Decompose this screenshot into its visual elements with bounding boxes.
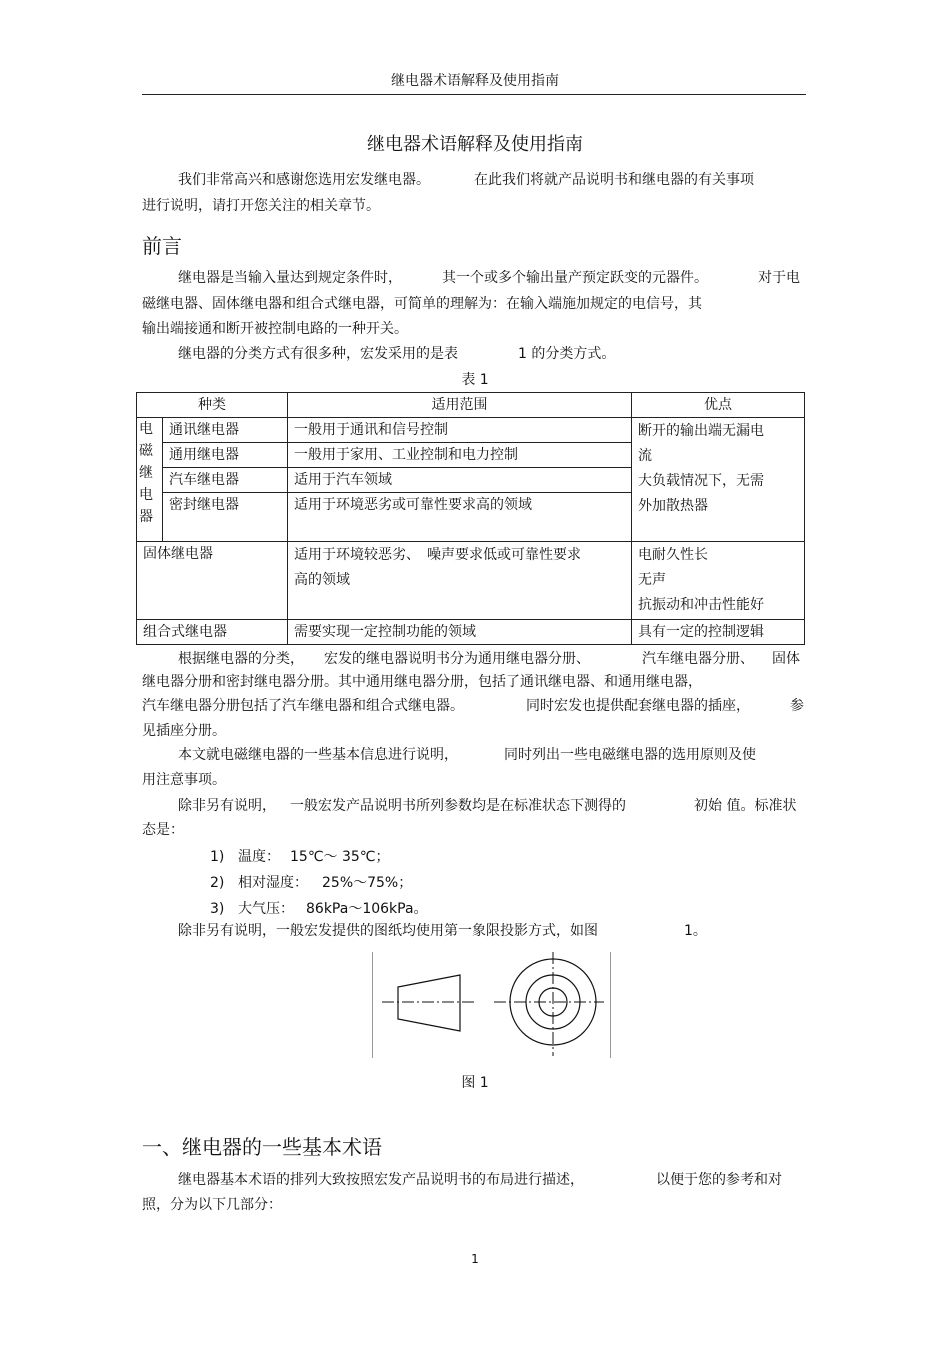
condition-num: 1): [210, 849, 225, 865]
body-p3-line4: 见插座分册。: [142, 723, 226, 739]
preface-p1-line2: 磁继电器、固体继电器和组合式继电器，可简单的理解为：在输入端施加规定的电信号，其: [142, 296, 702, 312]
body-p3-line2: 继电器分册和密封继电器分册。其中通用继电器分册，包括了通讯继电器、和通用继电器，: [142, 674, 702, 690]
body-p3-line1c: 汽车继电器分册、: [642, 651, 754, 667]
relay-scope-cell: 需要实现一定控制功能的领域: [288, 620, 632, 645]
section1-line1b: 以便于您的参考和对: [656, 1172, 782, 1188]
condition-label: 大气压：: [238, 901, 294, 917]
condition-label: 相对湿度：: [238, 875, 308, 891]
preface-heading: 前言: [142, 234, 182, 258]
body-p4-line1a: 本文就电磁继电器的一些基本信息进行说明，: [178, 747, 458, 763]
em-group-char: 继: [139, 465, 153, 481]
body-p6a: 除非另有说明，一般宏发提供的图纸均使用第一象限投影方式，如图: [178, 923, 598, 939]
condition-num: 3): [210, 901, 225, 917]
figure-caption: 图 1: [461, 1075, 489, 1091]
body-p3-line1a: 根据继电器的分类，: [178, 651, 304, 667]
table-row: [137, 418, 805, 443]
advantage-line: 流: [638, 448, 652, 464]
em-group-char: 电: [139, 421, 153, 437]
condition-value: 15℃～ 35℃；: [290, 849, 390, 865]
body-p5-line1b: 一般宏发产品说明书所列参数均是在标准状态下测得的: [290, 798, 626, 814]
page-number: 1: [471, 1252, 479, 1266]
body-p5-line1a: 除非另有说明，: [178, 798, 276, 814]
advantage-line: 抗振动和冲击性能好: [638, 597, 764, 613]
section1-line1a: 继电器基本术语的排列大致按照宏发产品说明书的布局进行描述，: [178, 1172, 584, 1188]
condition-value: 86kPa～106kPa。: [306, 901, 428, 917]
header-type: 种类: [137, 393, 288, 418]
advantage-line: 断开的输出端无漏电: [638, 423, 764, 439]
advantage-line: 大负载情况下，无需: [638, 473, 764, 489]
intro-line-2: 进行说明，请打开您关注的相关章节。: [142, 198, 380, 214]
condition-value: 25%～75%；: [322, 875, 413, 891]
condition-label: 温度：: [238, 849, 280, 865]
classification-table: [136, 392, 805, 645]
section1-line2: 照，分为以下几部分：: [142, 1197, 282, 1213]
header-rule: [142, 94, 806, 95]
advantage-line: 外加散热器: [638, 498, 708, 514]
body-p3-line3a: 汽车继电器分册包括了汽车继电器和组合式继电器。: [142, 698, 464, 714]
body-p4-line2: 用注意事项。: [142, 772, 226, 788]
preface-p1-line1a: 继电器是当输入量达到规定条件时，: [178, 270, 402, 286]
em-group-char: 磁: [139, 443, 153, 459]
em-advantage-cell: [632, 418, 805, 542]
preface-p1-line1c: 对于电: [758, 270, 800, 286]
relay-type-cell: 固体继电器: [137, 542, 288, 620]
advantage-line: 无声: [638, 572, 666, 588]
header-advantage: 优点: [632, 393, 805, 418]
relay-advantage-cell: 具有一定的控制逻辑: [632, 620, 805, 645]
preface-p1-line3: 输出端接通和断开被控制电路的一种开关。: [142, 321, 408, 337]
relay-type-cell: 密封继电器: [163, 493, 288, 542]
scope-line: 高的领域: [294, 572, 350, 588]
relay-type-cell: 汽车继电器: [163, 468, 288, 493]
advantage-line: 电耐久性长: [638, 547, 708, 563]
projection-figure: [372, 952, 612, 1060]
intro-line-1b: 在此我们将就产品说明书和继电器的有关事项: [474, 172, 754, 188]
table-row: [137, 542, 805, 620]
relay-type-cell: 通讯继电器: [163, 418, 288, 443]
relay-scope-cell: 适用于汽车领域: [288, 468, 632, 493]
relay-scope-cell: 适用于环境恶劣或可靠性要求高的领域: [288, 493, 632, 542]
body-p5-line1c: 初始 值。标准状: [694, 798, 797, 814]
body-p3-line3c: 参: [790, 698, 804, 714]
preface-p2a: 继电器的分类方式有很多种，宏发采用的是表: [178, 346, 458, 362]
body-p6b: 1。: [684, 923, 707, 939]
body-p3-line1d: 固体: [772, 651, 800, 667]
front-view-circles: [494, 952, 604, 1056]
preface-p1-line1b: 其一个或多个输出量产预定跃变的元器件。: [442, 270, 708, 286]
running-header: 继电器术语解释及使用指南: [391, 73, 559, 89]
header-scope: 适用范围: [288, 393, 632, 418]
section1-heading: 一、继电器的一些基本术语: [142, 1135, 382, 1159]
table-caption: 表 1: [461, 372, 489, 388]
relay-scope-cell: 一般用于家用、工业控制和电力控制: [288, 443, 632, 468]
preface-p2b: 1 的分类方式。: [518, 346, 616, 362]
body-p5-line2: 态是：: [142, 822, 184, 838]
em-group-cell: [137, 418, 163, 542]
body-p3-line3b: 同时宏发也提供配套继电器的插座，: [526, 698, 750, 714]
body-p4-line1b: 同时列出一些电磁继电器的选用原则及使: [504, 747, 756, 763]
intro-line-1a: 我们非常高兴和感谢您选用宏发继电器。: [178, 172, 430, 188]
em-group-char: 电: [139, 487, 153, 503]
relay-advantage-cell: [632, 542, 805, 620]
relay-type-cell: 通用继电器: [163, 443, 288, 468]
document-title: 继电器术语解释及使用指南: [367, 134, 583, 155]
side-view-frustum: [382, 975, 476, 1031]
table-header-row: [137, 393, 805, 418]
relay-scope-cell: 一般用于通讯和信号控制: [288, 418, 632, 443]
table-row: [137, 620, 805, 645]
scope-line: 适用于环境较恶劣、 噪声要求低或可靠性要求: [294, 547, 581, 563]
relay-scope-cell: [288, 542, 632, 620]
body-p3-line1b: 宏发的继电器说明书分为通用继电器分册、: [324, 651, 590, 667]
relay-type-cell: 组合式继电器: [137, 620, 288, 645]
condition-num: 2): [210, 875, 225, 891]
em-group-char: 器: [139, 509, 153, 525]
